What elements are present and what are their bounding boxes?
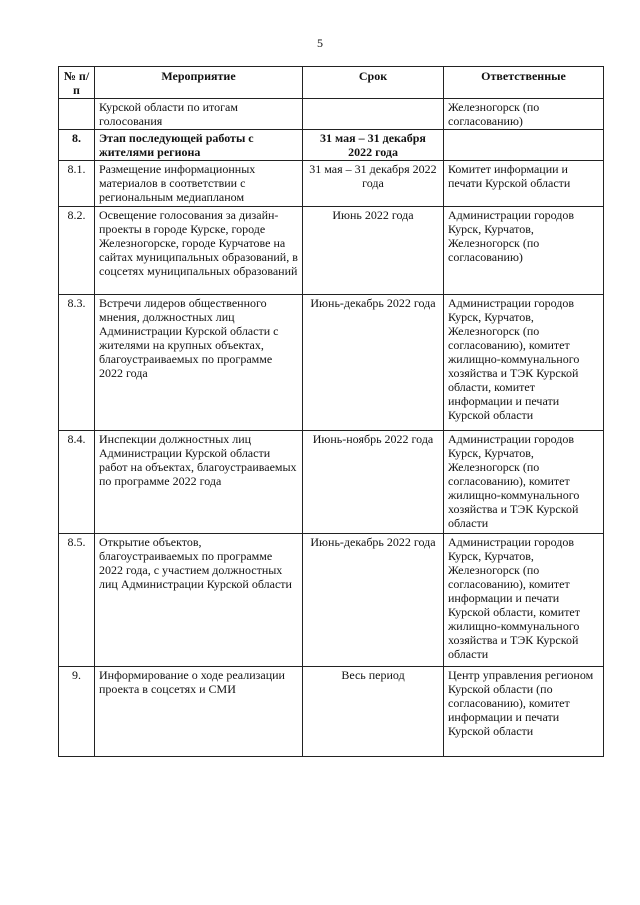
row-event: Информирование о ходе реализации проекта в соцсетях и СМИ <box>95 667 303 757</box>
row-num: 8.1. <box>59 161 95 207</box>
row-responsible: Администрации городов Курск, Курчатов, Железногорск (по согласованию), комитет жилищно-коммунального хозяйства и ТЭК Курской области <box>444 431 604 534</box>
table-row <box>59 99 604 130</box>
row-responsible: Администрации городов Курск, Курчатов, Железногорск (по согласованию) <box>444 207 604 295</box>
row-event: Освещение голосования за дизайн-проекты в городе Курске, городе Железногорске, городе Курчатове на сайтах муниципальных образований, в соцсетях муниципальных образований <box>95 207 303 295</box>
table-row <box>59 207 604 295</box>
table-row <box>59 161 604 207</box>
row-term: 31 мая – 31 декабря 2022 года <box>303 130 444 161</box>
header-num: № п/п <box>59 67 95 99</box>
row-num: 8.3. <box>59 295 95 431</box>
page-number: 5 <box>317 36 323 50</box>
row-term: Июнь-ноябрь 2022 года <box>303 431 444 534</box>
header-term: Срок <box>303 67 444 99</box>
row-event: Встречи лидеров общественного мнения, должностных лиц Администрации Курской области с жителями на крупных объектах, благоустраиваемых по программе 2022 года <box>95 295 303 431</box>
table-row <box>59 534 604 667</box>
row-term <box>303 99 444 130</box>
row-num: 9. <box>59 667 95 757</box>
row-term: Июнь-декабрь 2022 года <box>303 534 444 667</box>
row-responsible: Администрации городов Курск, Курчатов, Железногорск (по согласованию), комитет жилищно-коммунального хозяйства и ТЭК Курской области, комитет информации и печати Курской области <box>444 295 604 431</box>
table-row-section <box>59 130 604 161</box>
row-responsible: Железногорск (по согласованию) <box>444 99 604 130</box>
row-term: Июнь 2022 года <box>303 207 444 295</box>
events-table <box>58 66 604 757</box>
row-responsible: Комитет информации и печати Курской области <box>444 161 604 207</box>
row-event: Инспекции должностных лиц Администрации Курской области работ на объектах, благоустраиваемых по программе 2022 года <box>95 431 303 534</box>
row-num: 8.5. <box>59 534 95 667</box>
row-term: Весь период <box>303 667 444 757</box>
row-event: Этап последующей работы с жителями региона <box>95 130 303 161</box>
row-term: 31 мая – 31 декабря 2022 года <box>303 161 444 207</box>
row-num: 8.2. <box>59 207 95 295</box>
table-row <box>59 295 604 431</box>
header-responsible: Ответственные <box>444 67 604 99</box>
row-num: 8.4. <box>59 431 95 534</box>
row-responsible <box>444 130 604 161</box>
table-header-row <box>59 67 604 99</box>
row-event: Размещение информационных материалов в соответствии с региональным медиапланом <box>95 161 303 207</box>
row-event: Курской области по итогам голосования <box>95 99 303 130</box>
header-event: Мероприятие <box>95 67 303 99</box>
row-responsible: Администрации городов Курск, Курчатов, Железногорск (по согласованию), комитет информации и печати Курской области, комитет жилищно-коммунального хозяйства и ТЭК Курской области <box>444 534 604 667</box>
row-term: Июнь-декабрь 2022 года <box>303 295 444 431</box>
table-row <box>59 667 604 757</box>
row-num: 8. <box>59 130 95 161</box>
row-event: Открытие объектов, благоустраиваемых по программе 2022 года, с участием должностных лиц Администрации Курской области <box>95 534 303 667</box>
table-row <box>59 431 604 534</box>
row-responsible: Центр управления регионом Курской области (по согласованию), комитет информации и печати Курской области <box>444 667 604 757</box>
row-num <box>59 99 95 130</box>
